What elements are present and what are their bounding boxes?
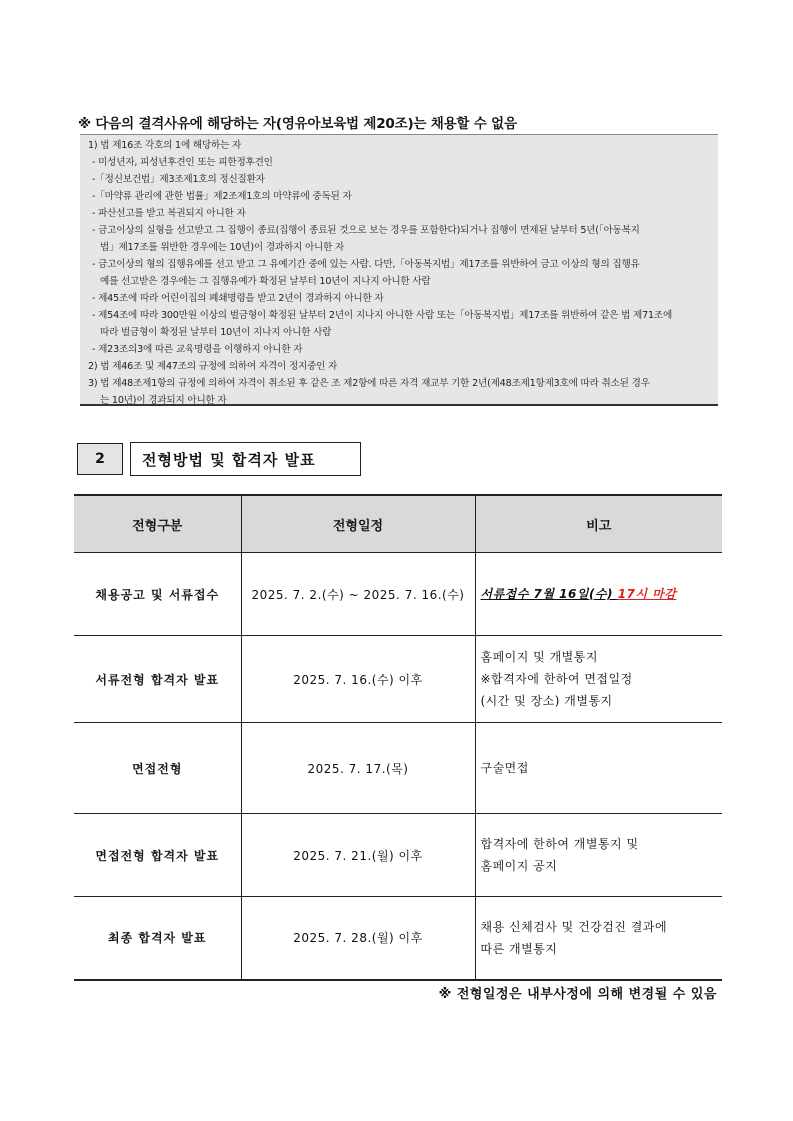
note-line: 홈페이지 공지 <box>480 859 558 873</box>
note-line: ※합격자에 한하여 면접일정 <box>480 672 633 686</box>
disq-item: 법」제17조를 위반한 경우에는 10년)이 경과하지 아니한 자 <box>100 242 345 253</box>
table-row <box>74 636 722 723</box>
disq-item: -「정신보건법」제3조제1호의 정신질환자 <box>92 174 265 185</box>
disq-item: - 금고이상의 실형을 선고받고 그 집행이 종료(집행이 종료된 것으로 보는 경우를 포함한다)되거나 집행이 면제된 날부터 5년(「아동복지 <box>92 225 640 236</box>
row-date: 2025. 7. 21.(월) 이후 <box>241 814 475 897</box>
row-date: 2025. 7. 2.(수) ~ 2025. 7. 16.(수) <box>241 553 475 636</box>
disqualification-heading: ※ 다음의 결격사유에 해당하는 자(영유아보육법 제20조)는 채용할 수 없음 <box>78 116 517 132</box>
note-line: 따른 개별통지 <box>480 941 558 956</box>
row-note <box>475 897 722 980</box>
table-header-row <box>74 495 722 553</box>
disq-item: 2) 법 제46조 및 제47조의 규정에 의하여 자격이 정지중인 자 <box>88 361 338 372</box>
row-category: 채용공고 및 서류접수 <box>74 553 241 636</box>
row-note <box>475 814 722 897</box>
section-title: 전형방법 및 합격자 발표 <box>130 442 361 476</box>
disq-item: - 제23조의3에 따른 교육명령을 이행하지 아니한 자 <box>92 344 303 355</box>
header-schedule: 전형일정 <box>241 495 475 553</box>
row-category: 최종 합격자 발표 <box>74 897 241 980</box>
disq-item: - 금고이상의 형의 집행유예를 선고 받고 그 유예기간 중에 있는 사람. 다만,「아동복지법」제17조를 위반하여 금고 이상의 형의 집행유 <box>92 259 640 270</box>
note-line: (시간 및 장소) 개별통지 <box>480 694 613 708</box>
disq-item: 는 10년)이 경과되지 아니한 자 <box>100 395 227 406</box>
note-line: 홈페이지 및 개별통지 <box>480 650 598 664</box>
section-number: 2 <box>77 443 123 475</box>
note-line: 채용 신체검사 및 건강검진 결과에 <box>480 919 668 934</box>
row-note: 구술면접 <box>475 723 722 814</box>
table-row <box>74 897 722 980</box>
disq-item: 3) 법 제48조제1항의 규정에 의하여 자격이 취소된 후 같은 조 제2항에 따른 자격 재교부 기한 2년(제48조제1항제3호에 따라 취소된 경우 <box>88 378 650 389</box>
row-date: 2025. 7. 28.(월) 이후 <box>241 897 475 980</box>
disq-item: - 제54조에 따라 300만원 이상의 벌금형이 확정된 날부터 2년이 지나지 아니한 사람 또는「아동복지법」제17조를 위반하여 같은 법 제71조에 <box>92 310 673 321</box>
table-row <box>74 723 722 814</box>
disq-item: 따라 벌금형이 확정된 날부터 10년이 지나지 아니한 사람 <box>100 327 332 338</box>
row-category: 면접전형 합격자 발표 <box>74 814 241 897</box>
row-date: 2025. 7. 17.(목) <box>241 723 475 814</box>
row-category: 서류전형 합격자 발표 <box>74 636 241 723</box>
table-row <box>74 553 722 636</box>
disq-item: 1) 법 제16조 각호의 1에 해당하는 자 <box>88 140 242 151</box>
disq-item: - 미성년자, 피성년후견인 또는 피한정후견인 <box>92 157 273 168</box>
note-line: 합격자에 한하여 개별통지 및 <box>480 837 639 851</box>
disq-item: 예를 선고받은 경우에는 그 집행유예가 확정된 날부터 10년이 지나지 아니한 사람 <box>100 276 431 287</box>
schedule-table <box>74 494 722 981</box>
row-note <box>475 636 722 723</box>
disq-item: - 제45조에 따라 어린이집의 폐쇄명령을 받고 2년이 경과하지 아니한 자 <box>92 293 384 304</box>
disq-item: -「마약류 관리에 관한 법률」제2조제1호의 마약류에 중독된 자 <box>92 191 352 202</box>
row-category: 면접전형 <box>74 723 241 814</box>
schedule-change-footnote: ※ 전형일정은 내부사정에 의해 변경될 수 있음 <box>438 987 717 1002</box>
row-date: 2025. 7. 16.(수) 이후 <box>241 636 475 723</box>
row-note <box>475 553 722 636</box>
disqualification-box <box>80 134 718 406</box>
table-row <box>74 814 722 897</box>
header-remarks: 비고 <box>475 495 722 553</box>
deadline-text: 서류접수 7월 16일(수) <box>480 587 618 601</box>
deadline-time: 17시 마감 <box>617 587 677 601</box>
disq-item: - 파산선고를 받고 복권되지 아니한 자 <box>92 208 246 219</box>
header-category: 전형구분 <box>74 495 241 553</box>
